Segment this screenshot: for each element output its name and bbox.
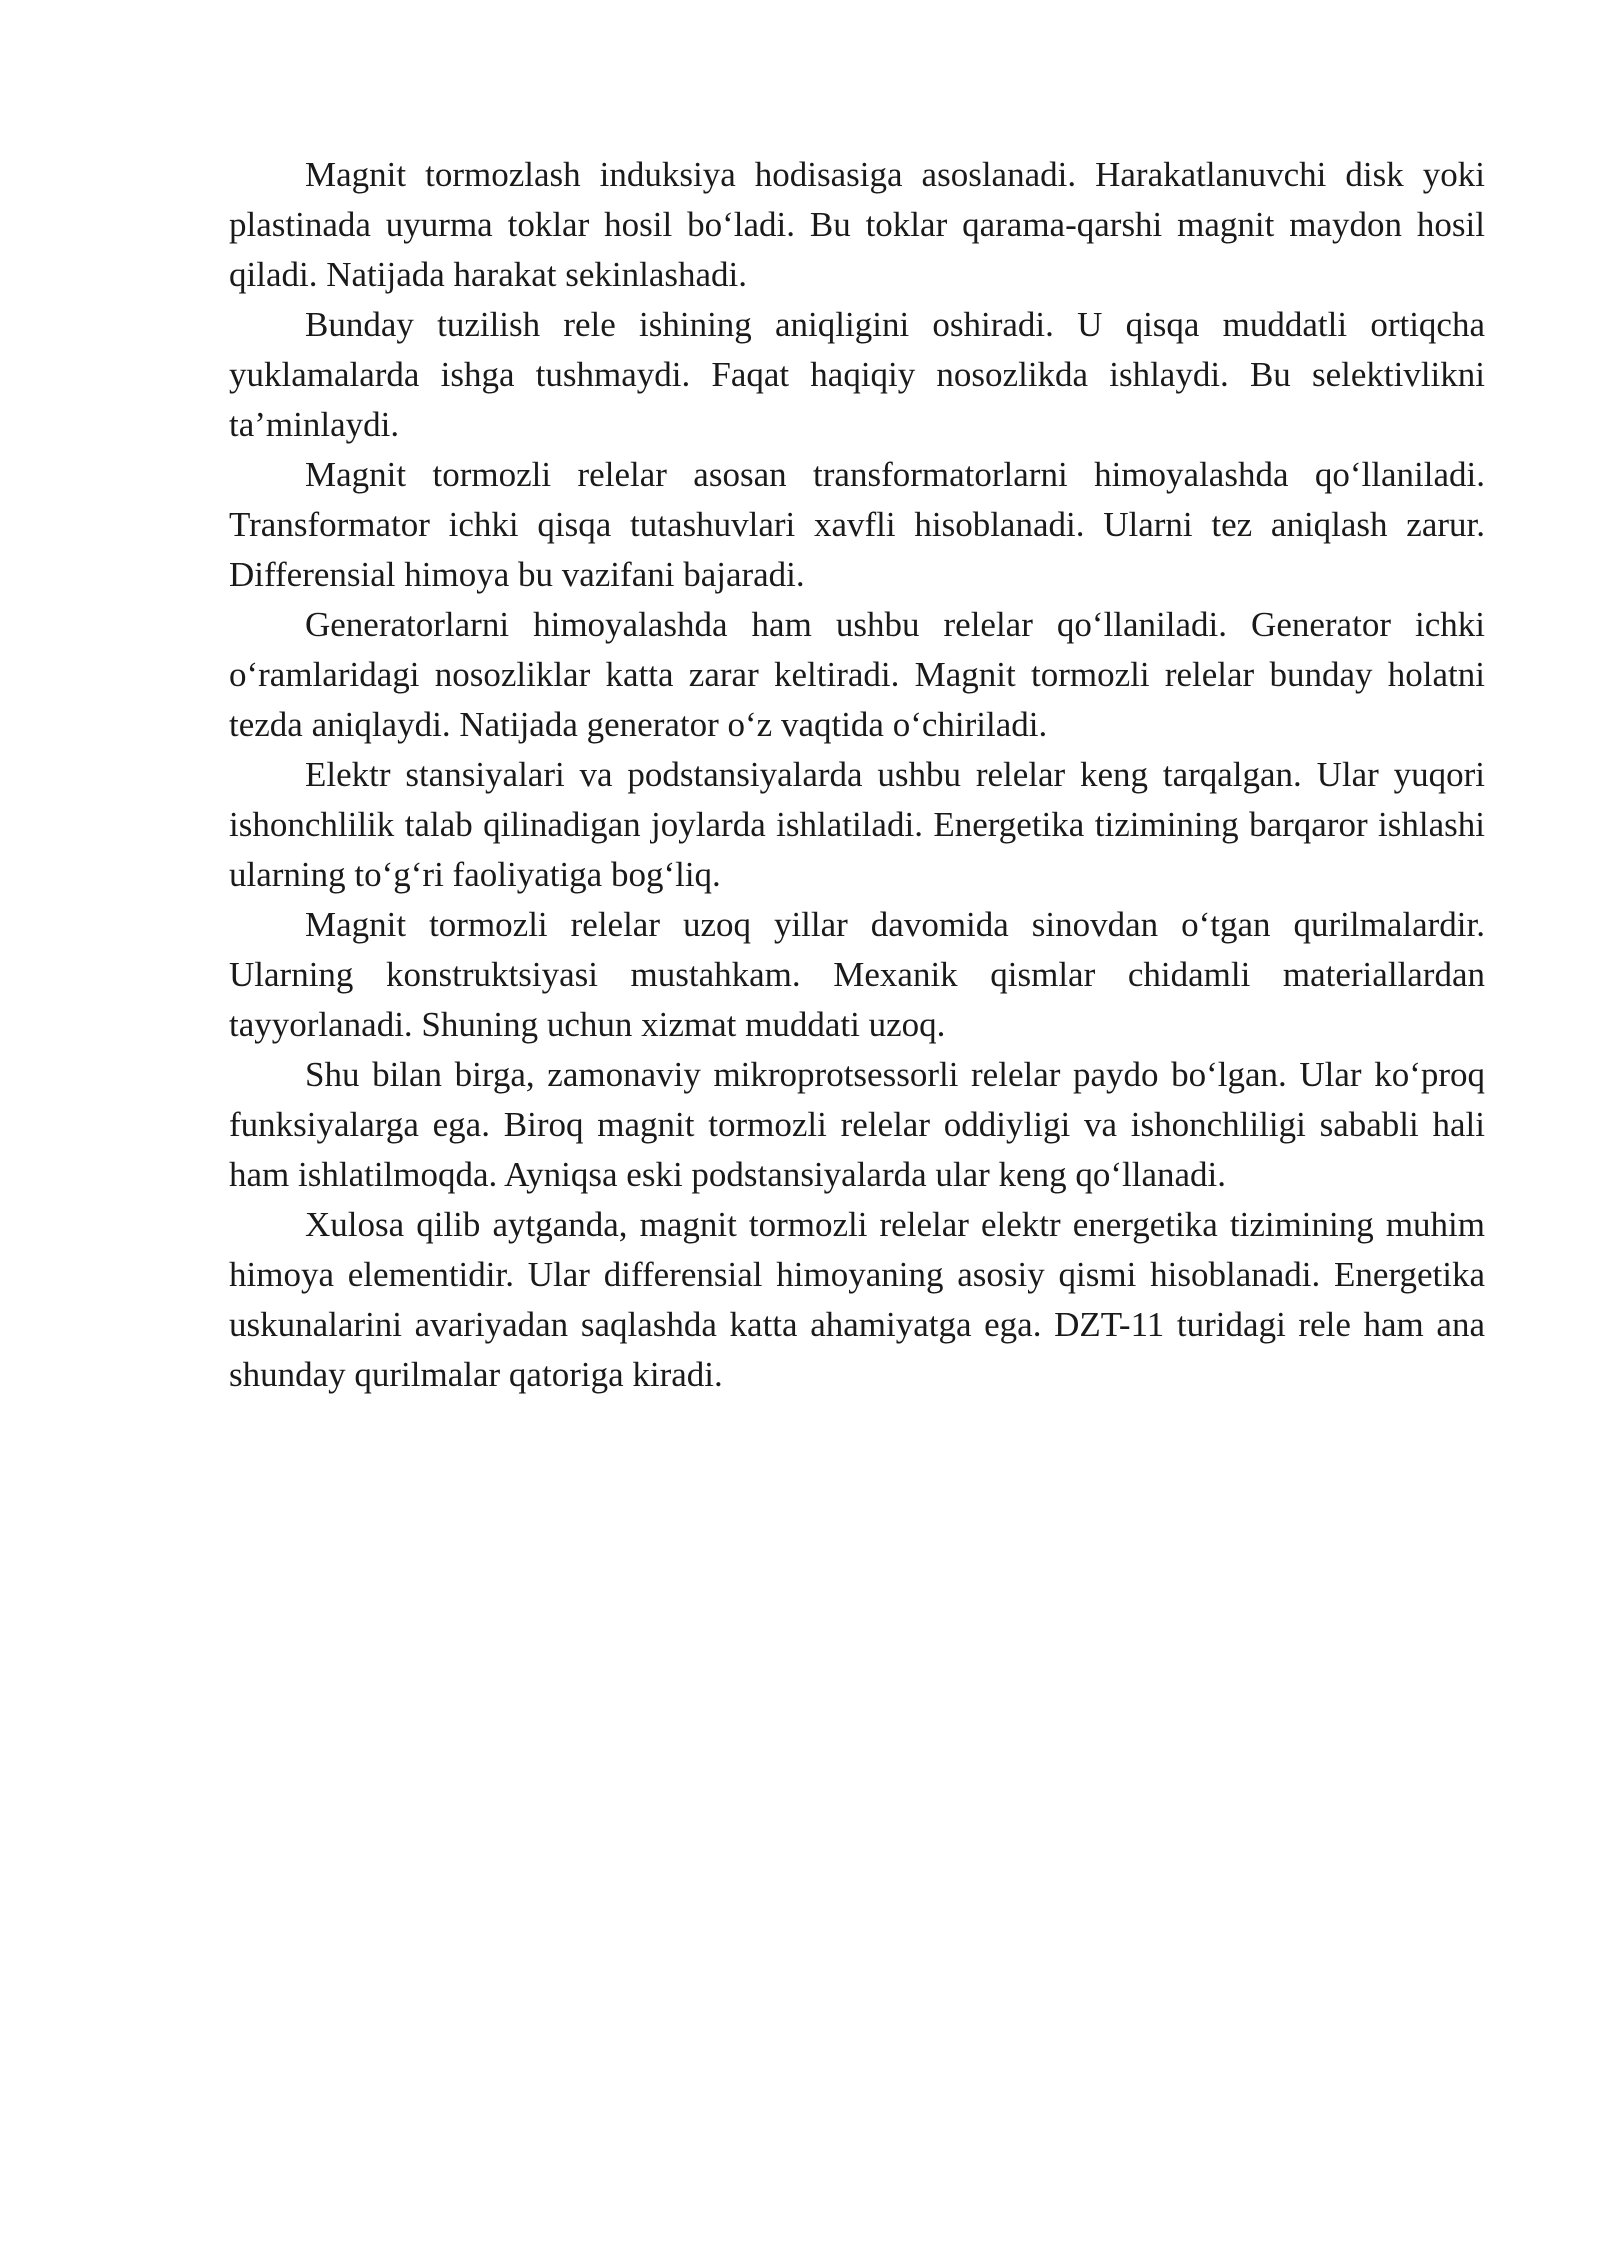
paragraph-2: Bunday tuzilish rele ishining aniqligini oshiradi. U qisqa muddatli ortiqcha yuklamalarda ishga tushmaydi. Faqat haqiqiy nosozlikda ishlaydi. Bu selektivlikni ta’minlaydi. <box>229 305 1485 444</box>
body-text <box>229 150 1485 1400</box>
paragraph-4: Generatorlarni himoyalashda ham ushbu relelar qo‘llaniladi. Generator ichki o‘ramlaridagi nosozliklar katta zarar keltiradi. Magnit tormozli relelar bunday holatni tezda aniqlaydi. Natijada generator o‘z vaqtida o‘chiriladi. <box>229 605 1485 744</box>
paragraph-8: Xulosa qilib aytganda, magnit tormozli relelar elektr energetika tizimining muhim himoya elementidir. Ular differensial himoyaning asosiy qismi hisoblanadi. Energetika uskunalarini avariyadan saqlashda katta ahamiyatga ega. DZT-11 turidagi rele ham ana shunday qurilmalar qatoriga kiradi. <box>229 1205 1485 1394</box>
paragraph-1: Magnit tormozlash induksiya hodisasiga asoslanadi. Harakatlanuvchi disk yoki plastinada uyurma toklar hosil bo‘ladi. Bu toklar qarama-qarshi magnit maydon hosil qiladi. Natijada harakat sekinlashadi. <box>229 155 1485 294</box>
paragraph-6: Magnit tormozli relelar uzoq yillar davomida sinovdan o‘tgan qurilmalardir. Ularning konstruktsiyasi mustahkam. Mexanik qismlar chidamli materiallardan tayyorlanadi. Shuning uchun xizmat muddati uzoq. <box>229 905 1485 1044</box>
paragraph-5: Elektr stansiyalari va podstansiyalarda ushbu relelar keng tarqalgan. Ular yuqori ishonchlilik talab qilinadigan joylarda ishlatiladi. Energetika tizimining barqaror ishlashi ularning to‘g‘ri faoliyatiga bog‘liq. <box>229 755 1485 894</box>
paragraph-7: Shu bilan birga, zamonaviy mikroprotsessorli relelar paydo bo‘lgan. Ular ko‘proq funksiyalarga ega. Biroq magnit tormozli relelar oddiyligi va ishonchliligi sababli hali ham ishlatilmoqda. Ayniqsa eski podstansiyalarda ular keng qo‘llanadi. <box>229 1055 1485 1194</box>
paragraph-3: Magnit tormozli relelar asosan transformatorlarni himoyalashda qo‘llaniladi. Transformator ichki qisqa tutashuvlari xavfli hisoblanadi. Ularni tez aniqlash zarur. Differensial himoya bu vazifani bajaradi. <box>229 455 1485 594</box>
